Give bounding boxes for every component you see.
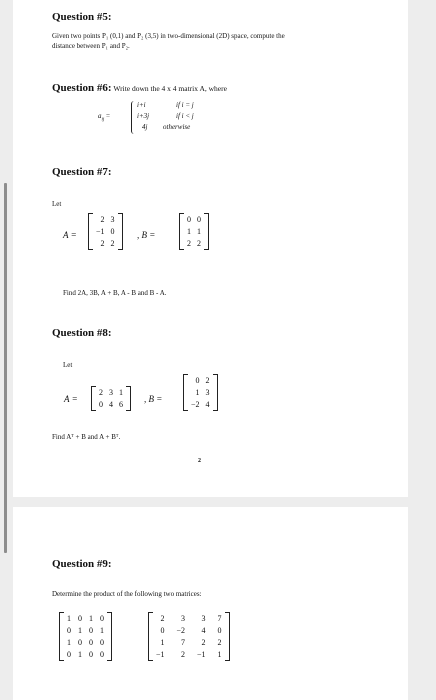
matrix-cell: 1 xyxy=(100,626,104,635)
question-5-title: Question #5: xyxy=(52,11,112,23)
right-bracket xyxy=(107,612,112,661)
matrix-cell: 1 xyxy=(89,614,93,623)
matrix-A-label: A = xyxy=(64,394,78,404)
matrix-cell: 2 xyxy=(160,614,165,623)
matrix-cell: −1 xyxy=(96,227,105,236)
aij-letter: a xyxy=(98,112,102,120)
right-bracket xyxy=(118,213,123,250)
q9-matrix-2 xyxy=(148,612,230,661)
matrix-B-label: , B = xyxy=(137,230,156,240)
q7-matrix-B xyxy=(179,213,209,250)
matrix-A-label: A = xyxy=(63,230,77,240)
question-7-task: Find 2A, 3B, A + B, A - B and B - A. xyxy=(63,289,167,297)
scrollbar[interactable] xyxy=(4,183,7,553)
q9-matrix-1 xyxy=(59,612,112,661)
matrix-cell: 0 xyxy=(110,227,115,236)
matrix-grid xyxy=(64,612,107,661)
matrix-grid xyxy=(153,612,225,661)
question-5-text-line1: Given two points P₁ (0,1) and P₂ (3,5) in two-dimensional (2D) space, compute the xyxy=(52,32,285,40)
case-3-expr: 4j xyxy=(142,123,148,131)
matrix-cell: 1 xyxy=(217,650,222,659)
document-page-1 xyxy=(13,0,408,497)
matrix-cell: 0 xyxy=(89,626,93,635)
matrix-cell: 4 xyxy=(201,626,206,635)
matrix-cell: 2 xyxy=(100,215,105,224)
question-9-task: Determine the product of the following two matrices: xyxy=(52,590,202,598)
matrix-cell: 0 xyxy=(67,626,71,635)
matrix-cell: 2 xyxy=(205,376,210,385)
q7-matrix-A xyxy=(88,213,123,250)
matrix-cell: 3 xyxy=(181,614,186,623)
matrix-cell: 2 xyxy=(217,638,222,647)
question-9-title: Question #9: xyxy=(52,558,112,570)
matrix-cell: 0 xyxy=(89,638,93,647)
question-8-title: Question #8: xyxy=(52,327,112,339)
matrix-cell: 0 xyxy=(197,215,201,224)
matrix-cell: 4 xyxy=(205,400,210,409)
right-bracket xyxy=(213,374,218,411)
question-7-let: Let xyxy=(52,200,62,208)
matrix-cell: 7 xyxy=(181,638,186,647)
matrix-cell: −1 xyxy=(197,650,206,659)
right-bracket xyxy=(126,386,131,411)
matrix-cell: 0 xyxy=(187,215,191,224)
matrix-cell: 1 xyxy=(78,650,82,659)
page-number: 2 xyxy=(198,458,201,464)
matrix-cell: 2 xyxy=(181,650,186,659)
question-5-text-line2: distance between P₁ and P₂. xyxy=(52,42,130,50)
matrix-cell: 1 xyxy=(78,626,82,635)
question-6-title xyxy=(52,82,227,94)
matrix-cell: 0 xyxy=(217,626,222,635)
matrix-grid xyxy=(188,374,213,411)
case-1-cond: if i = j xyxy=(176,101,194,109)
matrix-cell: 0 xyxy=(67,650,71,659)
matrix-cell: 2 xyxy=(100,239,105,248)
matrix-cell: 0 xyxy=(89,650,93,659)
matrix-cell: −2 xyxy=(191,400,200,409)
question-8-task: Find Aᵀ + B and A + Bᵀ. xyxy=(52,433,121,441)
aij-symbol xyxy=(98,112,110,122)
matrix-cell: −1 xyxy=(156,650,165,659)
right-bracket xyxy=(225,612,230,661)
matrix-cell: 0 xyxy=(99,400,103,409)
aij-subscript: ij xyxy=(101,117,105,123)
right-bracket xyxy=(204,213,209,250)
matrix-cell: 0 xyxy=(78,614,82,623)
q8-matrix-A xyxy=(91,386,131,411)
matrix-cell: 2 xyxy=(197,239,201,248)
matrix-B-label: , B = xyxy=(144,394,163,404)
matrix-grid xyxy=(184,213,204,250)
matrix-cell: 1 xyxy=(197,227,201,236)
matrix-cell: 2 xyxy=(187,239,191,248)
matrix-cell: 1 xyxy=(187,227,191,236)
matrix-cell: 1 xyxy=(195,388,200,397)
cases-brace xyxy=(131,101,136,134)
matrix-cell: 1 xyxy=(119,388,123,397)
question-6-title-rest: Write down the 4 x 4 matrix A, where xyxy=(111,84,227,93)
case-1-expr: i+i xyxy=(137,101,146,109)
matrix-cell: 1 xyxy=(67,638,71,647)
case-3-cond: otherwise xyxy=(163,123,191,131)
matrix-cell: 2 xyxy=(99,388,103,397)
matrix-cell: 0 xyxy=(100,650,104,659)
q8-matrix-B xyxy=(183,374,218,411)
matrix-cell: 0 xyxy=(78,638,82,647)
matrix-cell: 4 xyxy=(109,400,113,409)
matrix-cell: −2 xyxy=(176,626,186,635)
matrix-cell: 3 xyxy=(205,388,210,397)
matrix-cell: 3 xyxy=(201,614,206,623)
matrix-cell: 7 xyxy=(217,614,222,623)
case-2-cond: if i < j xyxy=(176,112,194,120)
matrix-grid xyxy=(93,213,118,250)
matrix-cell: 0 xyxy=(195,376,200,385)
matrix-cell: 2 xyxy=(110,239,115,248)
matrix-cell: 0 xyxy=(100,614,104,623)
case-2-expr: i+3j xyxy=(137,112,150,120)
matrix-cell: 0 xyxy=(160,626,165,635)
matrix-cell: 1 xyxy=(160,638,165,647)
matrix-cell: 3 xyxy=(110,215,115,224)
aij-equals: = xyxy=(106,112,110,120)
document-page-2 xyxy=(13,507,408,700)
matrix-grid xyxy=(96,386,126,411)
matrix-cell: 1 xyxy=(67,614,71,623)
question-6-title-bold: Question #6: xyxy=(52,82,112,94)
matrix-cell: 6 xyxy=(119,400,123,409)
question-7-title: Question #7: xyxy=(52,166,112,178)
matrix-cell: 3 xyxy=(109,388,113,397)
matrix-cell: 0 xyxy=(100,638,104,647)
matrix-cell: 2 xyxy=(201,638,206,647)
question-8-let: Let xyxy=(63,361,73,369)
